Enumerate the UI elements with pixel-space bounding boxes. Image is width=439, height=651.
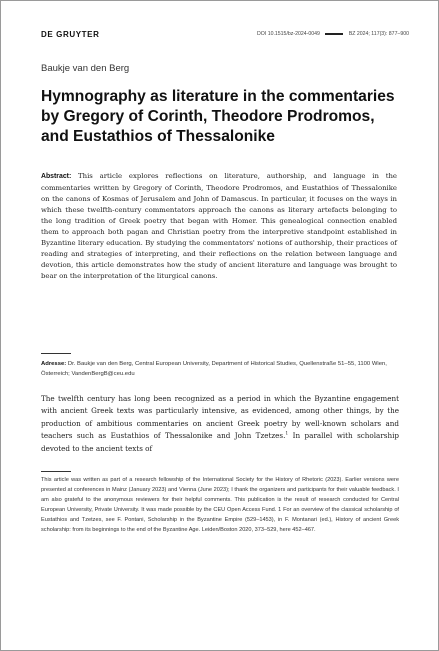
running-header xyxy=(41,29,409,43)
article-title: Hymnography as literature in the commentaries by Gregory of Corinth, Theodore Prodromos, and Eustathios of Thessalonike xyxy=(41,88,395,145)
section-rule xyxy=(41,353,71,354)
abstract-label: Abstract: xyxy=(41,173,72,180)
body-text-start: The twelfth century has long been recognized as a period in which the Byzantine engagement with ancient Greek texts was particularly intensive, as evidenced, among other things, by the production of ambitious commentaries on ancient Greek poetry by well-known scholars and teachers such as Eustathios of Thessalonike and John Tzetzes. xyxy=(41,394,399,441)
doi-text: DOI 10.1515/bz-2024-0049 xyxy=(257,31,320,37)
body-text-end: In parallel with scholarship devoted to the ancient texts of xyxy=(41,431,399,453)
author-name: Baukje van den Berg xyxy=(41,63,130,74)
abstract-text: This article explores reflections on literature, authorship, and language in the commentaries written by Gregory of Corinth, Theodore Prodromos, and Eustathios of Thessalonike on the canons of Kosmas of Jerusalem and John of Damascus. In particular, it focuses on the ways in which these twelfth-century commentators approach the canons as literary artefacts belonging to the long tradition of Greek poetry that began with Homer. This genealogical connection enabled them to approach both pagan and Christian poetry from the interpretive standpoint established in Byzantine literary education. By studying the commentators' notions of authorship, their practices of reading and strategies of interpreting, and their reflections on the relation between language and devotion, this article demonstrates how the study of ancient literature and language was brought to bear on the interpretation of the liturgical canons. xyxy=(41,172,397,280)
citation-text: BZ 2024; 117(3): 877–900 xyxy=(348,31,409,37)
address-label: Adresse: xyxy=(41,361,67,367)
footnote-rule xyxy=(41,471,71,472)
header-separator xyxy=(325,33,343,35)
footnote-ref-1[interactable]: 1 xyxy=(285,431,289,437)
address-text: Dr. Baukje van den Berg, Central European University, Department of Historical Studies, Quellenstraße 51–55, 1100 Wien, Österreich; VandenBergB@ceu.edu xyxy=(41,361,387,377)
abstract xyxy=(41,171,397,282)
author-address xyxy=(41,359,401,379)
publisher-logo: DE GRUYTER xyxy=(41,30,100,39)
header-citation xyxy=(257,31,409,37)
body-paragraph xyxy=(41,393,399,455)
footnote-1: 1 For an overview of the classical scholarship of Eustathios and Tzetzes, see F. Pontani, Scholarship in the Byzantine Empire (529–1453), in F. Montanari (ed.), History of ancient Greek scholarship: from its beginnings to the end of the Byzantine Age. Leiden/Boston 2020, 373–529, here 452–467. xyxy=(41,506,399,533)
footnotes xyxy=(41,476,399,535)
acknowledgement-note: This article was written as part of a research fellowship of the International Society for the History of Rhetoric (2023). Earlier versions were presented at conferences in Mainz (January 2023) and Vienna (June 2023); I thank the organizers and participants for their valuable feedback. I am also grateful to the anonymous reviewers for their helpful comments. This publication is the result of research conducted for Central European University, Private University. It was made possible by the CEU Open Access Fund. xyxy=(41,477,399,513)
